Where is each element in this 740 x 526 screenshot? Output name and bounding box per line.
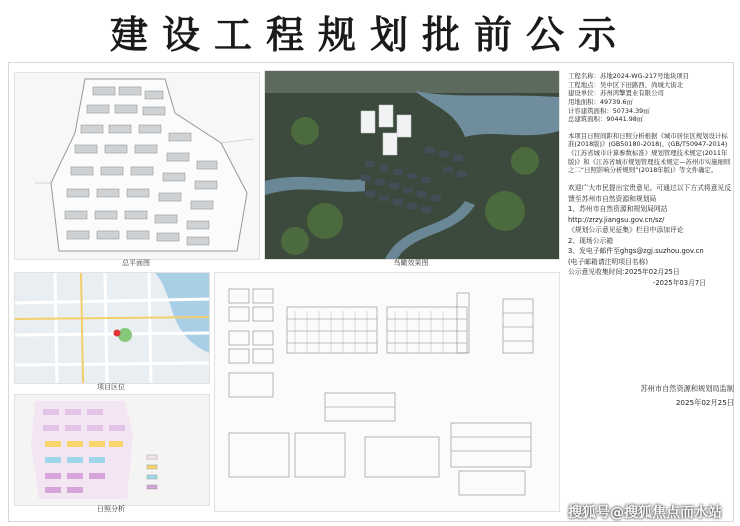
elevation-drawings-svg bbox=[215, 273, 559, 511]
notice-item-email: 3、发电子邮件至ghgs@zgj.suzhou.gov.cn bbox=[568, 247, 704, 256]
notice-column: 《规划公示意见征集》栏目中添加评论 bbox=[568, 226, 684, 235]
notice-intro: 欢迎广大市民提出宝贵意见。可通过以下方式将意见反馈至苏州市自然资源和规划局 bbox=[568, 184, 732, 203]
elevation-drawings bbox=[214, 272, 560, 512]
floor-area: 计容建筑面积：50734.39㎡ bbox=[568, 106, 650, 115]
notice-item-website: 1、苏州市自然资源和规划局网站 bbox=[568, 205, 668, 214]
site-plan-drawing bbox=[14, 72, 260, 260]
page-title: 建设工程规划批前公示 bbox=[109, 13, 630, 57]
aerial-caption: 鸟瞰效果图 bbox=[393, 259, 429, 267]
sunlight-caption: 日照分析 bbox=[97, 505, 125, 513]
location-map-svg bbox=[15, 273, 209, 383]
project-info bbox=[568, 72, 734, 288]
site-plan-svg bbox=[15, 73, 259, 259]
notice-period-start: 公示意见收集时间:2025年02月25日 bbox=[568, 268, 680, 277]
sunlight-analysis bbox=[14, 394, 210, 506]
basis-text: 本项目日照间距和日照分析根据《城市居住区规划设计标准(2018版)》(GB50180-2018)、(GB/T50947-2014)《江苏省城市计算参数标准》规划管理技术规定(2011年版)》和《江苏省城市规划管理技术规定—苏州市实施细则之二“日照影响分析规则”(2018年版)》等文件确定。 bbox=[568, 131, 731, 175]
watermark: 搜狐号@搜狐焦点而水站 bbox=[568, 505, 722, 521]
notice-url: http://zrzy.jiangsu.gov.cn/sz/ bbox=[568, 215, 665, 224]
signoff-org: 苏州市自然资源和规划局监制 bbox=[640, 384, 734, 393]
location-map bbox=[14, 272, 210, 384]
aerial-rendering bbox=[264, 70, 560, 260]
notice-email-note: (电子邮箱请注明项目名称) bbox=[568, 257, 649, 266]
sunlight-analysis-svg bbox=[15, 395, 209, 505]
project-company: 建设单位：苏州鸿擎置业有限公司 bbox=[568, 89, 664, 98]
land-area: 用地面积：49739.6㎡ bbox=[568, 97, 633, 106]
total-area: 总建筑面积：90441.98㎡ bbox=[568, 115, 644, 124]
notice-period-end: -2025年03月7日 bbox=[652, 278, 706, 287]
project-name: 工程名称：苏地2024-WG-217号地块项目 bbox=[568, 72, 690, 80]
site-plan-caption: 总平面图 bbox=[122, 259, 150, 267]
location-caption: 项目区位 bbox=[97, 383, 125, 391]
project-address: 工程地点：吴中区下田路西、尚城大街北 bbox=[568, 80, 684, 89]
signoff-date: 2025年02月25日 bbox=[675, 398, 734, 407]
aerial-rendering-svg bbox=[265, 71, 559, 259]
notice-item-box: 2、现场公示箱 bbox=[568, 236, 614, 245]
project-location-pin bbox=[114, 330, 121, 337]
